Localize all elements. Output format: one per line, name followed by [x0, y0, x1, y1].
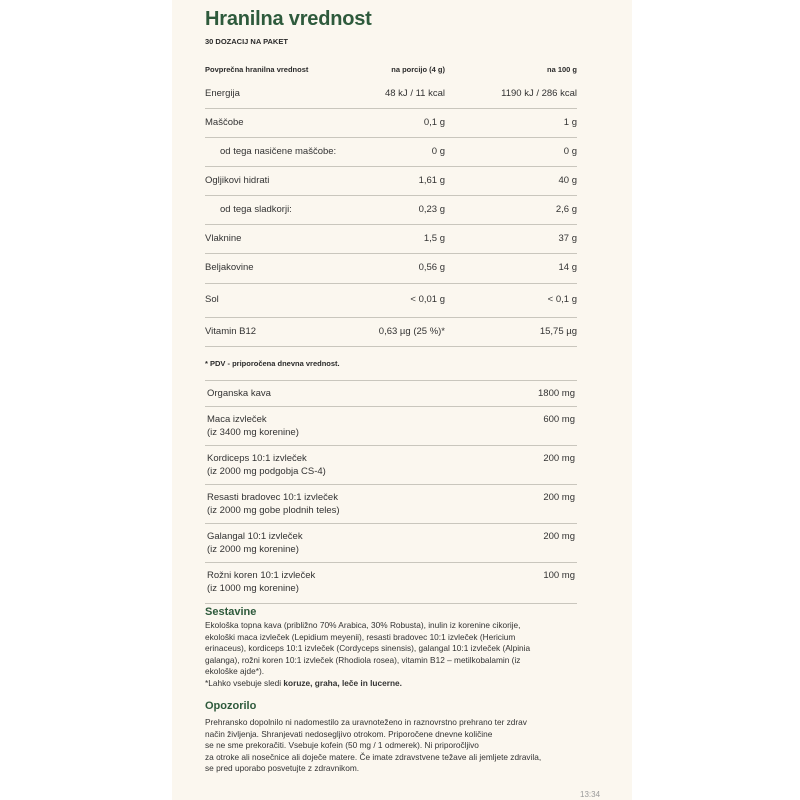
ingredient-row	[205, 523, 577, 563]
per-100g-value: 40 g	[558, 174, 577, 186]
warning-line: za otroke ali nosečnice ali doječe matere. Če imate zdravstvene težave ali jemljete zdravila,	[205, 751, 542, 762]
ingredient-row	[205, 484, 577, 524]
clock-text: 13:34	[580, 790, 601, 799]
servings-subtitle: 30 DOZACIJ NA PAKET	[205, 37, 288, 46]
ingredient-row	[205, 406, 577, 446]
nutrient-name: Ogljikovi hidrati	[205, 174, 270, 186]
per-100g-value: 37 g	[558, 232, 577, 244]
ingredient-amount: 100 mg	[543, 570, 575, 581]
ingredient-name-line: Resasti bradovec 10:1 izvleček	[207, 492, 338, 503]
header-per-portion: na porcijo (4 g)	[391, 65, 445, 74]
ingredients-text	[205, 620, 580, 689]
ingredient-amount: 600 mg	[543, 414, 575, 425]
ingredient-row	[205, 445, 577, 485]
nutrient-name: Energija	[205, 87, 240, 99]
warning-line: način življenja. Shranjevati nedosegljivo otrokom. Priporočene dnevne količine	[205, 728, 493, 739]
per-100g-value: 14 g	[558, 262, 577, 273]
per-100g-value: 15,75 µg	[539, 325, 577, 337]
ingredient-name-line: Kordiceps 10:1 izvleček	[207, 453, 307, 464]
ingredient-name	[207, 491, 340, 517]
nutrition-row	[205, 79, 577, 109]
nutrition-row	[205, 224, 577, 254]
ingredient-name	[207, 413, 299, 439]
per-100g-value: 1190 kJ / 286 kcal	[501, 87, 577, 99]
per-100g-value: 2,6 g	[555, 203, 577, 215]
header-per-100g: na 100 g	[546, 65, 577, 74]
ingredients-line: ekološki maca izvleček (Lepidium meyenii), resasti bradovec 10:1 izvleček (Hericium	[205, 631, 516, 642]
nutrient-name: Beljakovine	[205, 262, 254, 273]
nutrition-row	[205, 253, 577, 284]
page-title: Hranilna vrednost	[205, 8, 372, 30]
ingredient-source-line: (iz 2000 mg podgobja CS-4)	[207, 466, 326, 477]
nutrient-name: od tega nasičene maščobe:	[220, 145, 337, 157]
warning-line: Prehransko dopolnilo ni nadomestilo za uravnoteženo in raznovrstno prehrano ter zdrav	[205, 717, 527, 727]
ingredient-name	[207, 387, 271, 400]
ingredient-source-line: (iz 1000 mg korenine)	[207, 583, 299, 594]
nutrition-row	[205, 283, 577, 318]
nutrient-name: Maščobe	[205, 116, 244, 128]
nutrition-row	[205, 195, 577, 225]
nutrition-row	[205, 137, 577, 167]
per-portion-value: 0,56 g	[418, 262, 445, 273]
warning-line: se pred uporabo posvetujte z zdravnikom.	[205, 763, 360, 773]
nutrient-name: Vlaknine	[205, 232, 242, 244]
trace-prefix: *Lahko vsebuje sledi	[205, 677, 284, 688]
ingredient-name-line: Rožni koren 10:1 izvleček	[207, 570, 316, 581]
nutrient-name: od tega sladkorji:	[220, 203, 292, 215]
ingredient-amount: 200 mg	[543, 492, 575, 503]
per-100g-value: 1 g	[563, 116, 577, 128]
ingredient-name-line: Galangal 10:1 izvleček	[207, 531, 303, 542]
trace-allergens: koruze, graha, leče in lucerne.	[283, 677, 402, 688]
nutrition-row	[205, 166, 577, 196]
allergen-trace-note	[205, 678, 580, 690]
per-100g-value: 0 g	[563, 145, 577, 157]
header-nutrient: Povprečna hranilna vrednost	[205, 65, 309, 74]
ingredients-line: galanga), rožni koren 10:1 izvleček (Rhodiola rosea), vitamin B12 – metilkobalamin (iz	[205, 654, 521, 665]
ingredient-source-line: (iz 2000 mg gobe plodnih teles)	[207, 505, 340, 516]
per-portion-value: 48 kJ / 11 kcal	[384, 87, 445, 99]
warning-text	[205, 717, 580, 775]
per-portion-value: 0,63 µg (25 %)*	[378, 325, 445, 337]
warning-heading: Opozorilo	[205, 700, 257, 712]
warning-line: se ne sme prekoračiti. Vsebuje kofein (50 mg / 1 odmerek). Ni priporočljivo	[205, 740, 479, 750]
ingredients-line: Ekološka topna kava (približno 70% Arabica, 30% Robusta), inulin iz korenine cikorije,	[205, 620, 521, 630]
per-portion-value: 1,61 g	[418, 174, 445, 186]
ingredient-name	[207, 530, 303, 556]
nutrition-row	[205, 108, 577, 138]
ingredient-amount: 200 mg	[543, 531, 575, 542]
per-portion-value: < 0,01 g	[410, 294, 445, 305]
per-100g-value: < 0,1 g	[547, 294, 577, 305]
ingredient-name	[207, 452, 326, 478]
per-portion-value: 0,23 g	[418, 203, 445, 215]
ingredient-source-line: (iz 2000 mg korenine)	[207, 544, 299, 555]
nutrient-name: Vitamin B12	[205, 325, 257, 337]
ingredient-row	[205, 380, 577, 407]
ingredients-line: ekološke ajde*).	[205, 666, 265, 676]
ingredient-name-line: Organska kava	[207, 388, 271, 399]
nutrition-row	[205, 317, 577, 347]
ingredients-heading: Sestavine	[205, 606, 257, 618]
nutrient-name: Sol	[205, 294, 219, 305]
ingredients-line: erinaceus), kordiceps 10:1 izvleček (Cordyceps sinensis), galangal 10:1 izvleček (Alpinia	[205, 643, 531, 653]
footnote: * PDV - priporočena dnevna vrednost.	[205, 359, 340, 368]
per-portion-value: 0 g	[431, 145, 445, 157]
ingredient-name	[207, 569, 315, 595]
ingredient-row	[205, 562, 577, 604]
ingredient-name-line: Maca izvleček	[207, 414, 267, 425]
per-portion-value: 1,5 g	[423, 232, 445, 244]
ingredient-amount: 200 mg	[543, 453, 575, 464]
ingredient-source-line: (iz 3400 mg korenine)	[207, 427, 299, 438]
per-portion-value: 0,1 g	[423, 116, 445, 128]
ingredient-amount: 1800 mg	[538, 388, 575, 399]
